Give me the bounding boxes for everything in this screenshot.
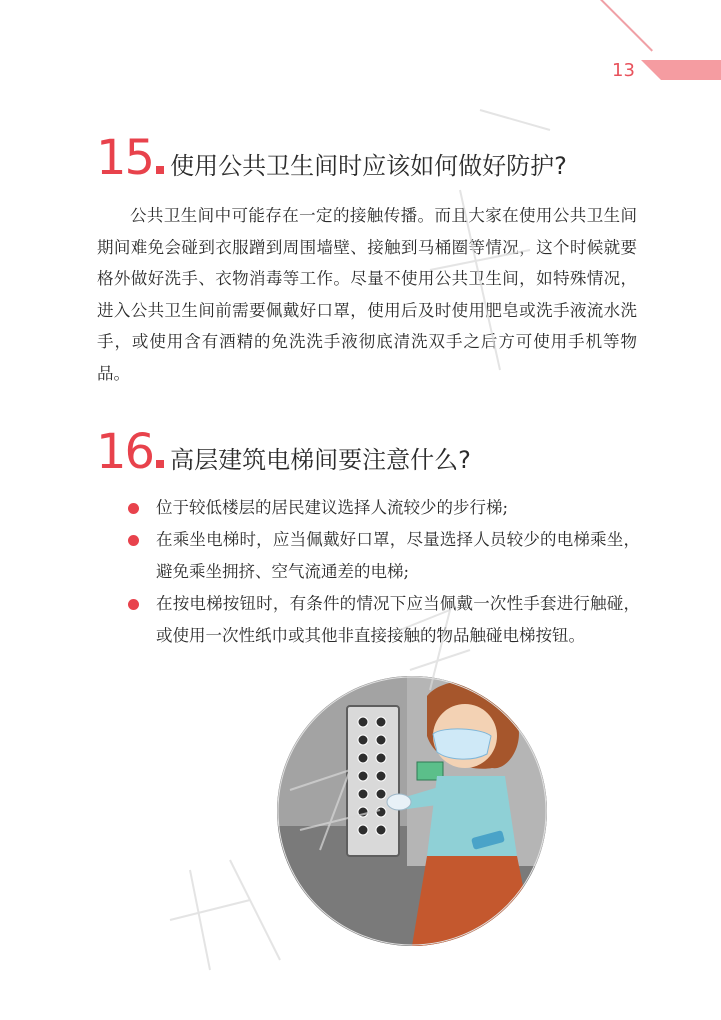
list-item-text: 在乘坐电梯时，应当佩戴好口罩，尽量选择人员较少的电梯乘坐，避免乘坐拥挤、空气流通差的电梯;: [156, 530, 640, 581]
body-line: 公共卫生间中可能存在一定的接触传播。而且大家在使用公共: [130, 206, 587, 225]
face-mask: [433, 729, 491, 759]
list-item-text: 位于较低楼层的居民建议选择人流较少的步行梯;: [156, 498, 509, 517]
gloved-hand: [387, 794, 411, 810]
section-15-heading: [96, 130, 567, 186]
body-line: 如特殊情况，进入公共卫生间前需要佩戴好口罩，使用后及时使用肥: [97, 269, 638, 320]
body-line: 个时候就要格外做好洗手、衣物消毒等工作。尽量不使用公共卫生间，: [97, 237, 638, 289]
body-line: 后方可使用手机等物品。: [97, 332, 638, 383]
section-16-number: 16: [96, 424, 154, 480]
bullet-icon: [128, 535, 139, 546]
bullet-icon: [128, 503, 139, 514]
bullet-icon: [128, 599, 139, 610]
section-16-heading: [96, 424, 471, 480]
section-15-body: [97, 200, 637, 390]
body-line: 皂或洗手液流水洗手，或使用含有酒精的免洗洗手液彻底清洗双手之: [97, 300, 638, 352]
section-15-title: 使用公共卫生间时应该如何做好防护?: [170, 152, 567, 180]
elevator-button-panel: [347, 706, 399, 856]
list-item-text: 在按电梯按钮时，有条件的情况下应当佩戴一次性手套进行触碰，或使用一次性纸巾或其他非直接接触的物品触碰电梯按钮。: [156, 594, 640, 645]
list-item: [130, 588, 640, 652]
page-number: 13: [612, 60, 635, 81]
section-16-bullet-list: [130, 492, 640, 652]
section-15-number: 15: [96, 130, 154, 186]
section-16-title: 高层建筑电梯间要注意什么?: [170, 446, 471, 474]
page-tab-shape: [641, 60, 721, 80]
list-item: [130, 492, 640, 524]
body-line: 卫生间期间难免会碰到衣服蹭到周围墙壁、接触到马桶圈等情况，这: [97, 206, 638, 257]
elevator-illustration: [277, 676, 547, 946]
heading-dot: [156, 166, 164, 174]
list-item: [130, 524, 640, 588]
heading-dot: [156, 460, 164, 468]
corner-decoration-line: [595, 0, 653, 52]
